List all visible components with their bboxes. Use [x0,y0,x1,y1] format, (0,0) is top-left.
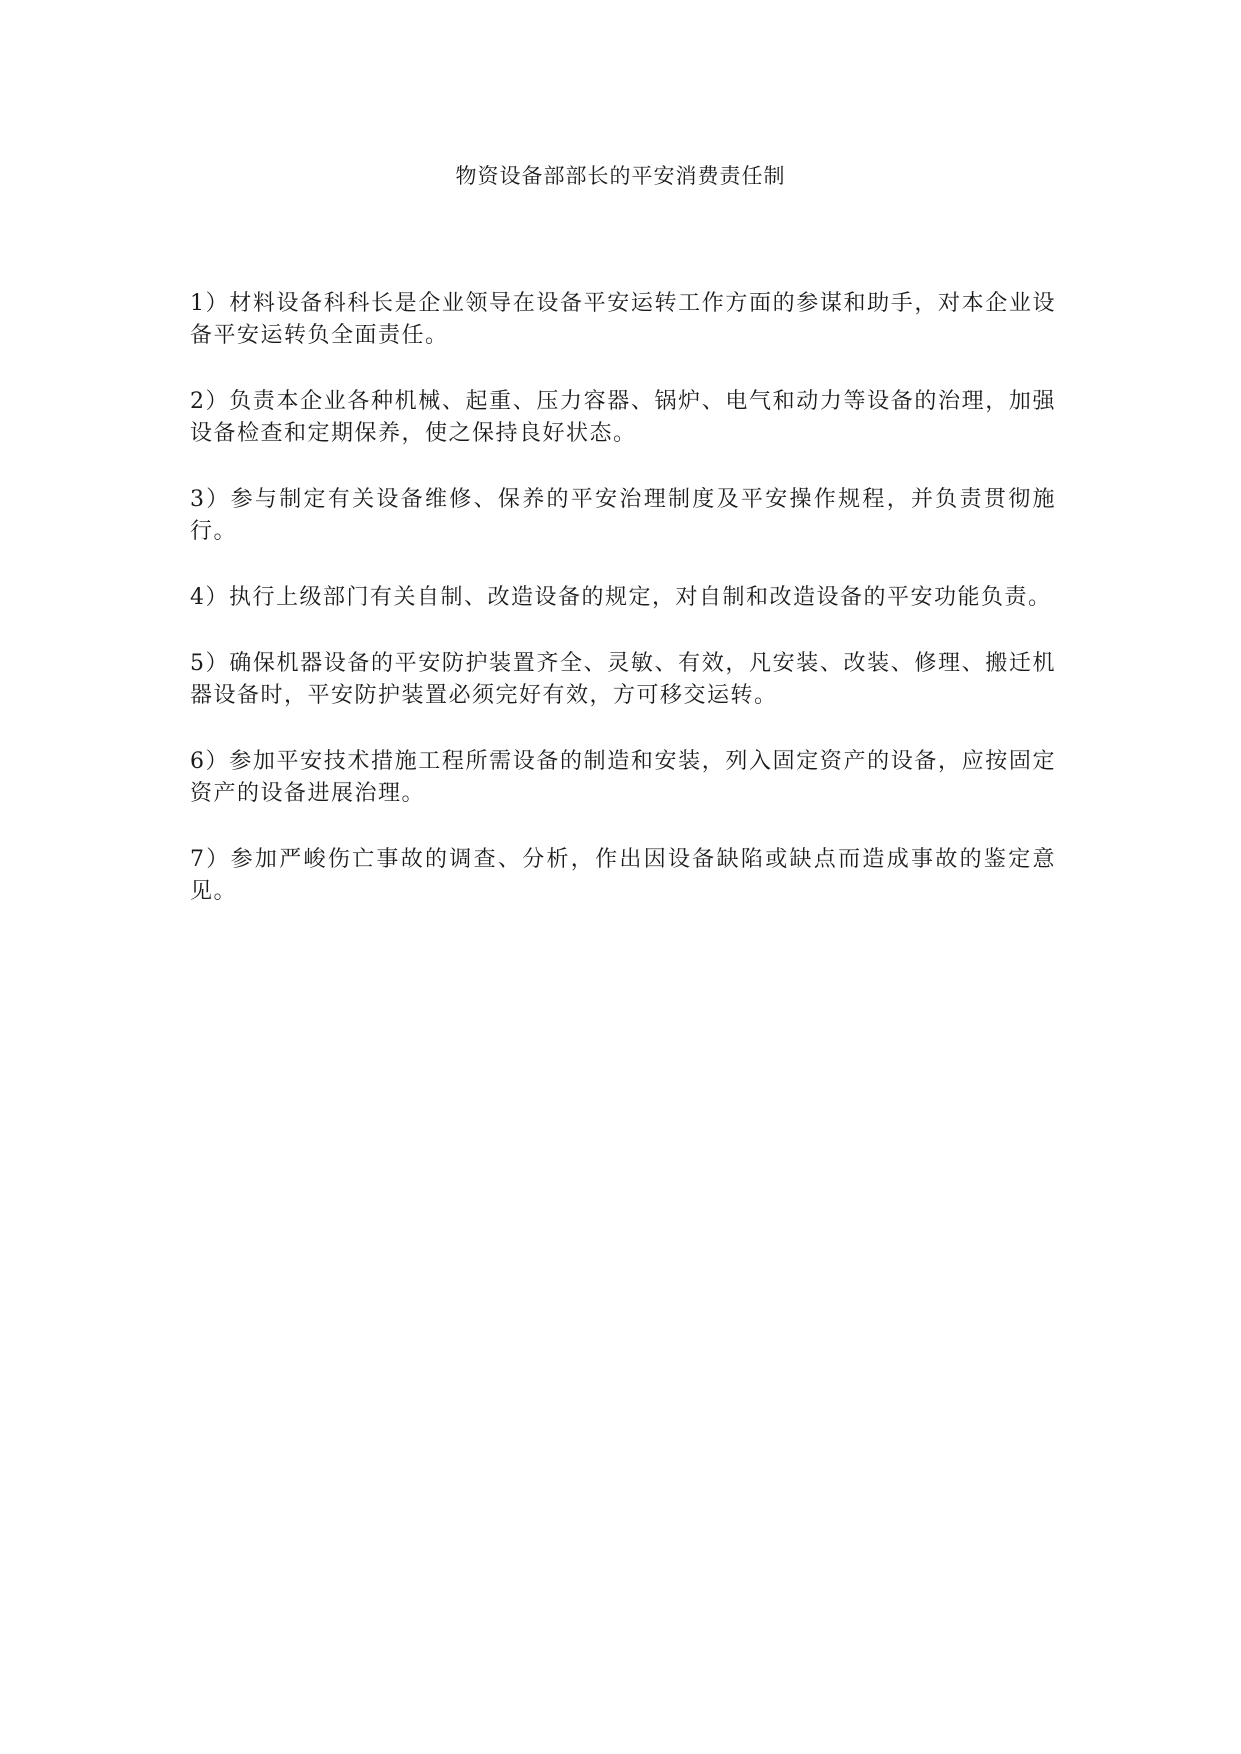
clause-1: 1）材料设备科科长是企业领导在设备平安运转工作方面的参谋和助手，对本企业设备平安运转负全面责任。 [190,291,1056,348]
clause-2: 2）负责本企业各种机械、起重、压力容器、锅炉、电气和动力等设备的治理，加强设备检查和定期保养，使之保持良好状态。 [190,389,1056,446]
clause-6: 6）参加平安技术措施工程所需设备的制造和安装，列入固定资产的设备，应按固定资产的设备进展治理。 [190,749,1056,806]
clause-4: 4）执行上级部门有关自制、改造设备的规定，对自制和改造设备的平安功能负责。 [190,585,1052,610]
clause-5: 5）确保机器设备的平安防护装置齐全、灵敏、有效，凡安装、改装、修理、搬迁机器设备时，平安防护装置必须完好有效，方可移交运转。 [190,651,1056,708]
clause-7: 7）参加严峻伤亡事故的调查、分析，作出因设备缺陷或缺点而造成事故的鉴定意见。 [190,847,1056,904]
clause-3: 3）参与制定有关设备维修、保养的平安治理制度及平安操作规程，并负责贯彻施行。 [190,487,1056,544]
document-title: 物资设备部部长的平安消费责任制 [455,164,786,188]
clause-list [190,288,1056,942]
